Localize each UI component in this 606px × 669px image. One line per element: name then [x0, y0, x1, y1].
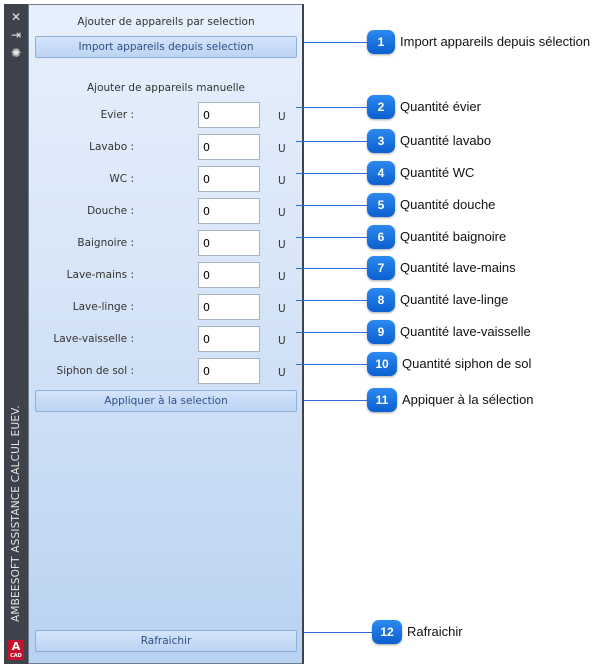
unit-label-siphon-de-sol: U — [278, 367, 286, 379]
palette-title: AMBEESOFT ASSISTANCE CALCUL EUEV. — [10, 405, 22, 622]
palette-panel — [28, 4, 304, 664]
quantity-input-siphon-de-sol[interactable] — [198, 358, 260, 384]
panel-border — [302, 4, 304, 664]
quantity-input-lave-vaisselle[interactable] — [198, 326, 260, 352]
section-selection-title: Ajouter de appareils par selection — [77, 16, 255, 28]
quantity-input-lave-linge[interactable] — [198, 294, 260, 320]
section-manual-title: Ajouter de appareils manuelle — [87, 82, 245, 94]
callout-badge: 10 — [367, 352, 397, 376]
callout-caption: Quantité siphon de sol — [402, 356, 532, 371]
quantity-input-evier[interactable] — [198, 102, 260, 128]
label-lave-vaisselle: Lave-vaisselle : — [53, 333, 134, 345]
label-douche: Douche : — [87, 205, 134, 217]
label-lavabo: Lavabo : — [89, 141, 134, 153]
callout-badge: 6 — [367, 225, 395, 249]
callout-caption: Appiquer à la sélection — [402, 392, 534, 407]
callout-badge: 11 — [367, 388, 397, 412]
settings-icon[interactable]: ✺ — [10, 46, 22, 60]
import-button[interactable]: Import appareils depuis selection — [35, 36, 297, 58]
callout-badge: 12 — [372, 620, 402, 644]
callout-caption: Quantité évier — [400, 99, 481, 114]
callout-line — [296, 237, 367, 238]
callout-line — [296, 364, 367, 365]
callout-badge: 5 — [367, 193, 395, 217]
callout-line — [304, 632, 372, 633]
unit-label-lave-mains: U — [278, 271, 286, 283]
callout-caption: Quantité lavabo — [400, 133, 492, 148]
label-lave-linge: Lave-linge : — [72, 301, 134, 313]
callout-line — [296, 300, 367, 301]
callout-badge: 8 — [367, 288, 395, 312]
callout-caption: Quantité douche — [400, 197, 496, 212]
callout-badge: 1 — [367, 30, 395, 54]
label-wc: WC : — [109, 173, 134, 185]
callout-badge: 3 — [367, 129, 395, 153]
label-baignoire: Baignoire : — [77, 237, 134, 249]
quantity-input-baignoire[interactable] — [198, 230, 260, 256]
unit-label-douche: U — [278, 207, 286, 219]
callout-line — [296, 141, 367, 142]
callout-caption: Quantité lave-mains — [400, 260, 516, 275]
callout-badge: 4 — [367, 161, 395, 185]
callout-badge: 9 — [367, 320, 395, 344]
pin-icon[interactable]: ⇥ — [10, 28, 22, 42]
app-logo-icon: A CAD — [8, 640, 24, 660]
quantity-input-douche[interactable] — [198, 198, 260, 224]
unit-label-baignoire: U — [278, 239, 286, 251]
quantity-input-lavabo[interactable] — [198, 134, 260, 160]
callout-line — [296, 205, 367, 206]
label-siphon-de-sol: Siphon de sol : — [56, 365, 134, 377]
palette-title-strip — [4, 4, 28, 664]
quantity-input-lave-mains[interactable] — [198, 262, 260, 288]
close-icon[interactable]: ✕ — [10, 10, 22, 24]
callout-caption: Rafraichir — [407, 624, 463, 639]
callout-badge: 2 — [367, 95, 395, 119]
callout-line — [304, 42, 367, 43]
callout-line — [296, 173, 367, 174]
callout-caption: Import appareils depuis sélection — [400, 34, 591, 49]
unit-label-evier: U — [278, 111, 286, 123]
unit-label-lavabo: U — [278, 143, 286, 155]
callout-caption: Quantité lave-linge — [400, 292, 509, 307]
callout-line — [296, 107, 367, 108]
label-lave-mains: Lave-mains : — [66, 269, 134, 281]
callout-line — [304, 400, 367, 401]
label-evier: Evier : — [100, 109, 134, 121]
callout-badge: 7 — [367, 256, 395, 280]
refresh-button[interactable]: Rafraichir — [35, 630, 297, 652]
apply-button[interactable]: Appliquer à la selection — [35, 390, 297, 412]
quantity-input-wc[interactable] — [198, 166, 260, 192]
callout-caption: Quantité WC — [400, 165, 475, 180]
unit-label-lave-vaisselle: U — [278, 335, 286, 347]
callout-caption: Quantité lave-vaisselle — [400, 324, 531, 339]
callout-line — [296, 332, 367, 333]
callout-line — [296, 268, 367, 269]
callout-caption: Quantité baignoire — [400, 229, 507, 244]
unit-label-wc: U — [278, 175, 286, 187]
unit-label-lave-linge: U — [278, 303, 286, 315]
